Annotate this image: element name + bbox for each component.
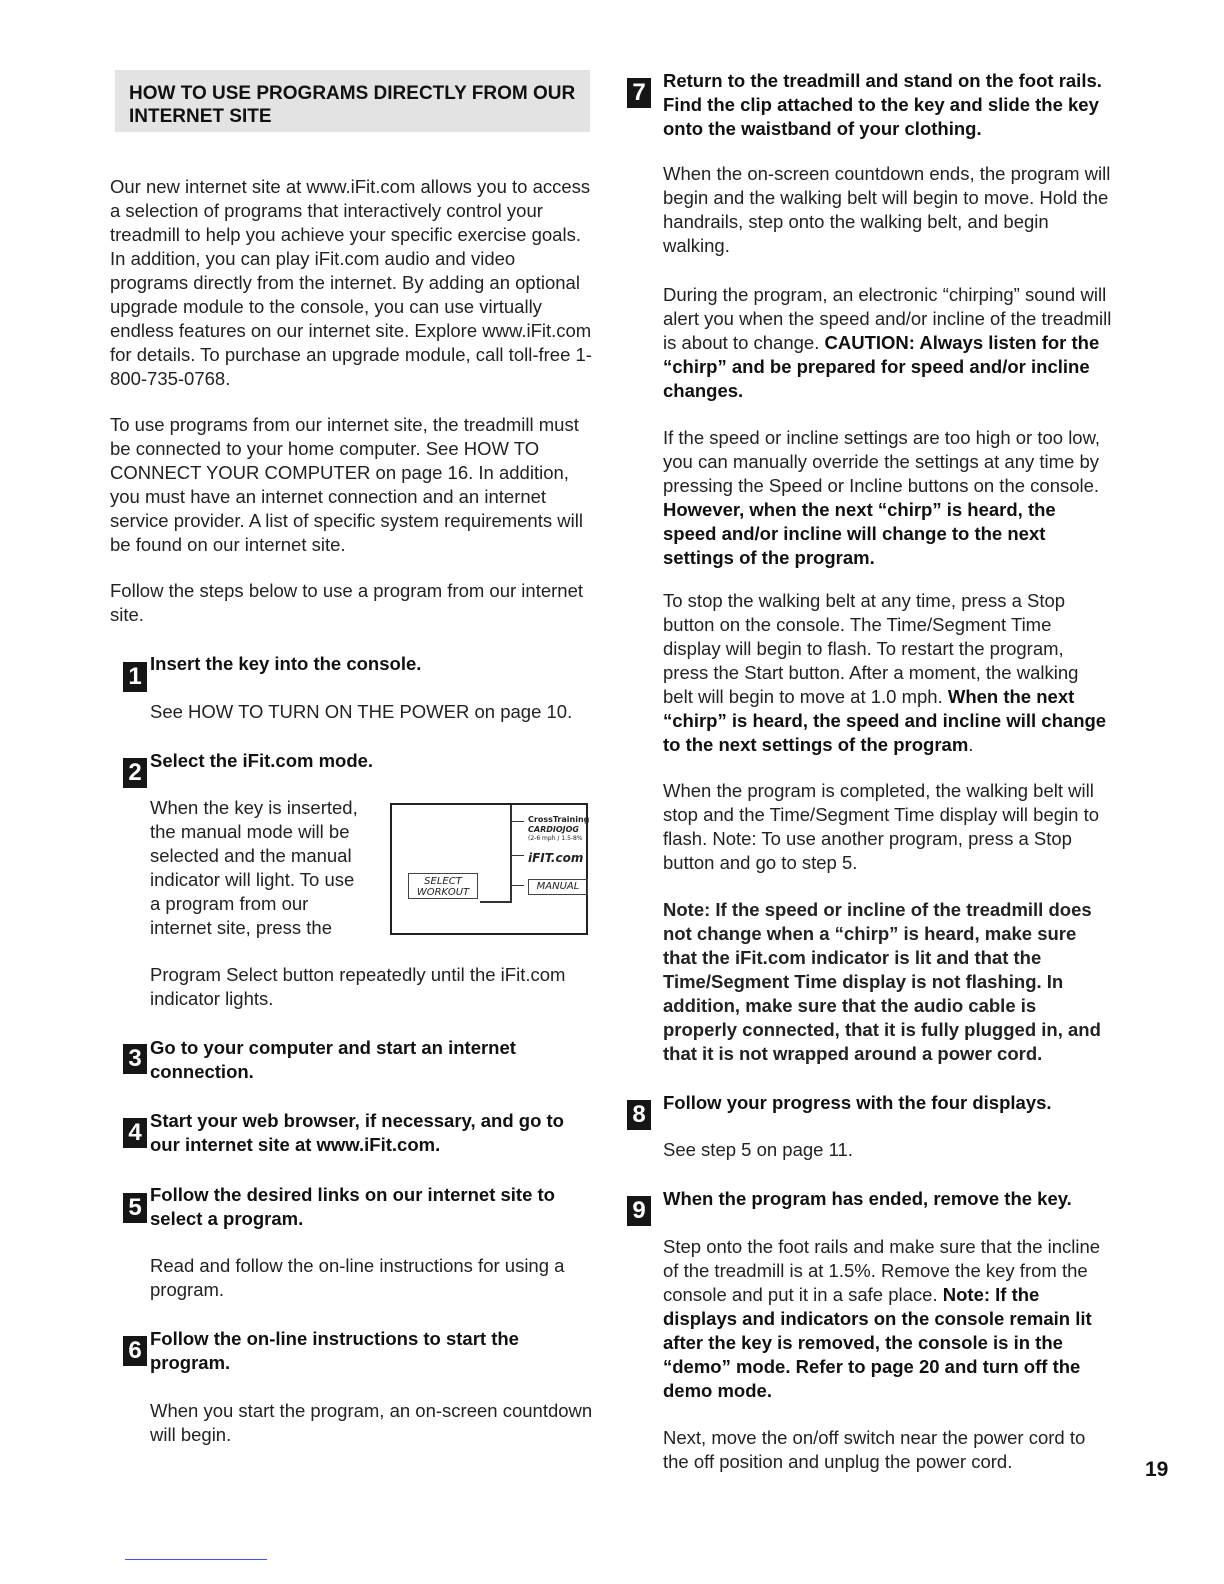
step-7-paragraph-2: During the program, an electronic “chirping” sound will alert you when the speed and/or incline of the treadmill is about to change. CAUTION: Always listen for the “chirp” and be prepared for speed and/or incline changes.: [663, 284, 1112, 401]
step-6-body: When you start the program, an on-screen countdown will begin.: [150, 1400, 593, 1445]
step-2-body-a: When the key is inserted, the manual mode will be selected and the manual indicator will light. To use a program from our internet site, press the: [150, 797, 358, 938]
step-8-heading: Follow your progress with the four displays.: [663, 1092, 1052, 1113]
step-8-body: See step 5 on page 11.: [663, 1139, 853, 1160]
step-7-number: 7: [627, 78, 651, 108]
step-7-paragraph-3: If the speed or incline settings are too high or too low, you can manually override the settings at any time by pressing the Speed or Incline buttons on the console. However, when the next “chirp” is heard, the speed and/or incline will change to the next settings of the program.: [663, 427, 1101, 568]
step-7-paragraph-1: When the on-screen countdown ends, the program will begin and the walking belt will begin to move. Hold the handrails, step onto the walking belt, and begin walking.: [663, 163, 1111, 256]
step-6-number: 6: [123, 1336, 147, 1366]
step-5-body: Read and follow the on-line instructions for using a program.: [150, 1255, 565, 1300]
step-9-paragraph-2: Next, move the on/off switch near the power cord to the off position and unplug the power cord.: [663, 1427, 1086, 1472]
cardiojog-label: CARDIOJOG: [528, 825, 579, 834]
step-4-heading: Start your web browser, if necessary, and go to our internet site at www.iFit.com.: [150, 1110, 564, 1155]
cross-training-label: CrossTraining: [528, 815, 590, 824]
ifit-logo: iFIT.com: [528, 851, 584, 865]
step-8-number: 8: [627, 1100, 651, 1130]
intro-paragraph-2: To use programs from our internet site, the treadmill must be connected to your home computer. See HOW TO CONNECT YOUR COMPUTER on page 16. In addition, you must have an internet connection and an internet service provider. A list of specific system requirements will be found on our internet site.: [110, 414, 583, 555]
step-7-paragraph-6: Note: If the speed or incline of the treadmill does not change when a “chirp” is heard, make sure that the iFit.com indicator is lit and that the Time/Segment Time display is not flashing. In addition, make sure that the audio cable is properly connected, that it is fully plugged in, and that it is not wrapped around a power cord.: [663, 899, 1101, 1064]
manual-button: MANUAL: [528, 879, 588, 895]
select-workout-button: SELECT WORKOUT: [408, 873, 478, 899]
step-6-heading: Follow the on-line instructions to start the program.: [150, 1328, 519, 1373]
console-diagram: [390, 803, 588, 935]
step-4-number: 4: [123, 1118, 147, 1148]
step-1-heading: Insert the key into the console.: [150, 653, 422, 674]
page-number: 19: [1145, 1458, 1169, 1481]
step-7-paragraph-5: When the program is completed, the walking belt will stop and the Time/Segment Time display will begin to flash. Note: To use another program, press a Stop button and go to step 5.: [663, 780, 1100, 873]
step-7-paragraph-4: To stop the walking belt at any time, press a Stop button on the console. The Time/Segment Time display will begin to flash. To restart the program, press the Start button. After a moment, the walking belt will begin to move at 1.0 mph. When the next “chirp” is heard, the speed and incline will change to the next settings of the program.: [663, 590, 1107, 755]
step-9-heading: When the program has ended, remove the key.: [663, 1188, 1072, 1209]
step-1-body: See HOW TO TURN ON THE POWER on page 10.: [150, 701, 573, 722]
step-7-heading: Return to the treadmill and stand on the foot rails. Find the clip attached to the key and slide the key onto the waistband of your clothing.: [663, 70, 1102, 139]
intro-paragraph-3: Follow the steps below to use a program from our internet site.: [110, 580, 584, 625]
restart-note: When the next “chirp” is heard, the speed and incline will change to the next settings of the program: [663, 686, 1107, 755]
step-9-paragraph-1: Step onto the foot rails and make sure that the incline of the treadmill is at 1.5%. Remove the key from the console and put it in a safe place. Note: If the displays and indicators on the console remain lit after the key is removed, the console is in the “demo” mode. Refer to page 20 and turn off the demo mode.: [663, 1236, 1101, 1401]
step-1-number: 1: [123, 662, 147, 692]
step-2-number: 2: [123, 758, 147, 788]
step-3-number: 3: [123, 1044, 147, 1074]
step-2-body-b: Program Select button repeatedly until the iFit.com indicator lights.: [150, 964, 566, 1009]
cardio-spec-label: (2-6 mph / 1.5-8%: [528, 835, 583, 842]
step-3-heading: Go to your computer and start an internet connection.: [150, 1037, 516, 1082]
step-5-heading: Follow the desired links on our internet site to select a program.: [150, 1184, 555, 1229]
section-title: HOW TO USE PROGRAMS DIRECTLY FROM OUR INTERNET SITE: [115, 70, 590, 132]
demo-mode-note: Note: If the displays and indicators on the console remain lit after the key is removed, the console is in the “demo” mode. Refer to page 20 and turn off the demo mode.: [663, 1284, 1092, 1401]
step-2-heading: Select the iFit.com mode.: [150, 750, 374, 771]
intro-paragraph-1: Our new internet site at www.iFit.com allows you to access a selection of programs that interactively control your treadmill to help you achieve your specific exercise goals. In addition, you can play iFit.com audio and video programs directly from the internet. By adding an optional upgrade module to the console, you can use virtually endless features on our internet site. Explore www.iFit.com for details. To purchase an upgrade module, call toll-free 1-800-735-0768.: [110, 176, 592, 389]
caution-text: CAUTION: Always listen for the “chirp” and be prepared for speed and/or incline changes.: [663, 332, 1100, 401]
step-9-number: 9: [627, 1196, 651, 1226]
step-5-number: 5: [123, 1193, 147, 1223]
footer-rule: [125, 1559, 267, 1560]
chirp-note: However, when the next “chirp” is heard, the speed and/or incline will change to the next settings of the program.: [663, 499, 1056, 568]
